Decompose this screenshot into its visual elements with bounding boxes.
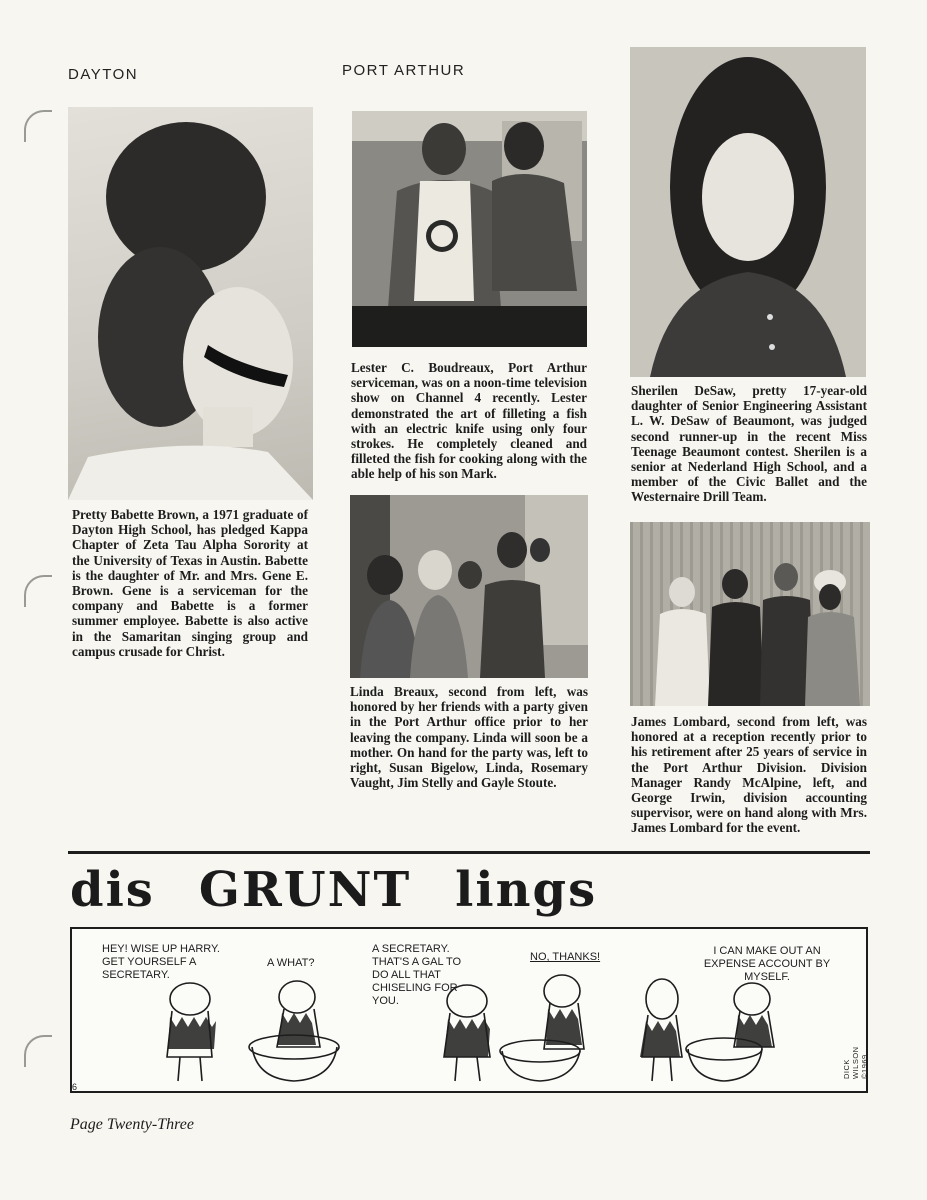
comic-strip: [70, 927, 868, 1093]
speech-bubble-panel1-right: A WHAT?: [267, 957, 315, 969]
caption-james-lombard: James Lombard, second from left, was honored at a reception recently prior to his retirement after 25 years of service in the Port Arthur Division. Division Manager Randy McAlpine, left, and George Irwin, division accounting supervisor, were on hand along with Mrs. James Lombard for the event.: [631, 714, 867, 836]
photo-sherilen-desaw: [630, 47, 866, 377]
caption-sherilen-desaw: Sherilen DeSaw, pretty 17-year-old daughter of Senior Engineering Assistant L. W. DeSaw of Beaumont, was judged second runner-up in the recent Miss Teenage Beaumont contest. Sherilen is a senior at Nederland High School, and a member of the Civic Ballet and the Westernaire Drill Team.: [631, 383, 867, 505]
section-heading-port-arthur: PORT ARTHUR: [342, 62, 466, 79]
speech-bubble-panel2-left: A SECRETARY. THAT'S A GAL TO DO ALL THAT CHISELING FOR YOU.: [372, 943, 462, 1007]
binder-hole-middle: [24, 575, 52, 607]
photo-lester-boudreaux: [352, 111, 587, 347]
speech-bubble-panel1-left: HEY! WISE UP HARRY. GET YOURSELF A SECRETARY.: [102, 943, 220, 981]
section-heading-dayton: DAYTON: [68, 66, 139, 83]
caption-lester-boudreaux: Lester C. Boudreaux, Port Arthur serviceman, was on a noon-time television show on Channel 4 recently. Lester demonstrated the art of filleting a fish with an electric knife using only four strokes. He completely cleaned and filleted the fish for cooking along with the able help of his son Mark.: [351, 360, 587, 482]
speech-bubble-panel3: I CAN MAKE OUT AN EXPENSE ACCOUNT BY MYSELF.: [703, 945, 831, 983]
binder-hole-top: [24, 110, 52, 142]
photo-babette-brown: [68, 107, 313, 500]
comic-strip-title: [70, 862, 597, 918]
caption-linda-breaux: Linda Breaux, second from left, was honored by her friends with a party given in the Port Arthur office prior to her leaving the company. Linda will soon be a mother. On hand for the party was, left to right, Susan Bigelow, Linda, Rosemary Vaught, Jim Stelly and Gayle Stoute.: [350, 684, 588, 791]
title-part-grunt: GRUNT: [198, 862, 412, 918]
title-part-lings: lings: [455, 862, 598, 918]
binder-hole-bottom: [24, 1035, 52, 1067]
title-part-dis: dis: [70, 862, 155, 918]
caption-babette-brown: Pretty Babette Brown, a 1971 graduate of Dayton High School, has pledged Kappa Chapter of Zeta Tau Alpha Sorority at the University of Texas in Austin. Babette is the daughter of Mr. and Mrs. Gene E. Brown. Gene is a serviceman for the company and Babette is a former summer employee. Babette is also active in the Samaritan singing group and campus crusade for Christ.: [72, 507, 308, 659]
comic-illustration: [72, 929, 870, 1095]
photo-james-lombard-reception: [630, 522, 870, 706]
artist-signature: DICK WILSON ©1969: [842, 1046, 869, 1079]
section-divider: [68, 851, 870, 854]
strip-number: 6: [72, 1082, 78, 1092]
page-footer: Page Twenty-Three: [70, 1116, 194, 1133]
photo-linda-breaux-party: [350, 495, 588, 678]
speech-bubble-panel2-right: NO, THANKS!: [530, 951, 601, 963]
